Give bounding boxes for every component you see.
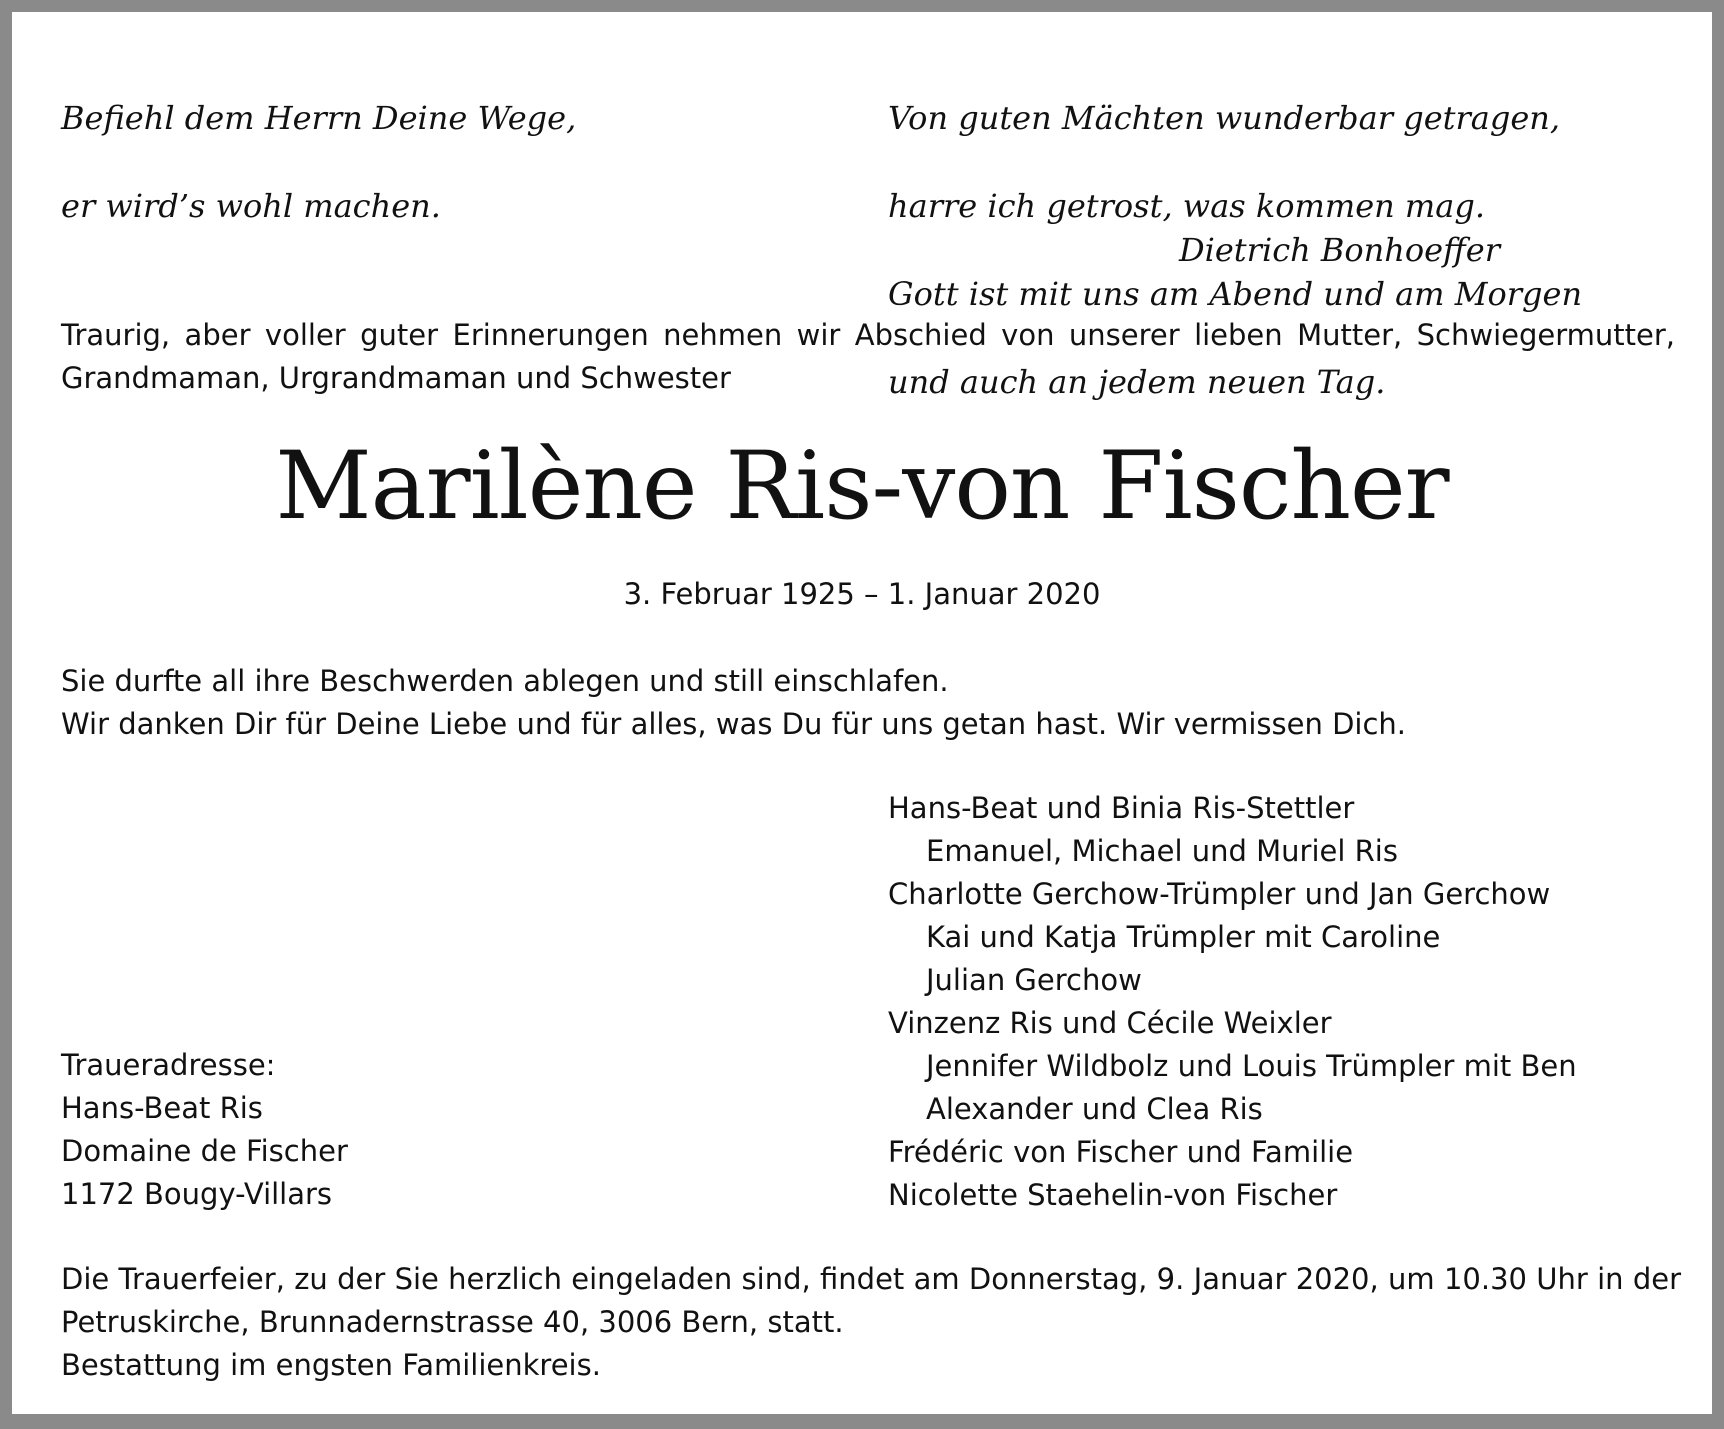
mourner-entry: Kai und Katja Trümpler mit Caroline (926, 920, 1441, 954)
mourners-list (888, 787, 1688, 1217)
verse-left-line: er wird’s wohl machen. (61, 187, 441, 225)
verse-right-line: Von guten Mächten wunderbar getragen, (888, 99, 1561, 137)
deceased-name: Marilène Ris-von Fischer (275, 432, 1449, 541)
mourner-entry: Hans-Beat und Binia Ris-Stettler (888, 791, 1355, 825)
address-label: Traueradresse: (61, 1048, 276, 1082)
verse-left (61, 52, 841, 272)
mourner-entry: Charlotte Gerchow-Trümpler und Jan Gerchow (888, 877, 1551, 911)
life-dates: 3. Februar 1925 – 1. Januar 2020 (623, 577, 1101, 611)
ceremony-info (61, 1258, 1681, 1387)
burial-note: Bestattung im engsten Familienkreis. (61, 1348, 601, 1382)
address-line: 1172 Bougy-Villars (61, 1177, 333, 1211)
obituary-page (12, 12, 1712, 1414)
mourning-address (61, 1044, 761, 1216)
verse-left-line: Befiehl dem Herrn Deine Wege, (61, 99, 577, 137)
mourner-entry: Alexander und Clea Ris (926, 1092, 1263, 1126)
mourner-entry: Frédéric von Fischer und Familie (888, 1135, 1354, 1169)
message-line: Sie durfte all ihre Beschwerden ablegen und still einschlafen. (61, 664, 949, 698)
verse-author: Dietrich Bonhoeffer (1178, 231, 1500, 269)
address-line: Domaine de Fischer (61, 1134, 348, 1168)
message-line: Wir danken Dir für Deine Liebe und für alles, was Du für uns getan hast. Wir vermissen Dich. (61, 707, 1407, 741)
address-line: Hans-Beat Ris (61, 1091, 263, 1125)
verse-right-line: Gott ist mit uns am Abend und am Morgen (888, 275, 1583, 313)
mourner-entry: Julian Gerchow (926, 963, 1142, 997)
mourner-entry: Jennifer Wildbolz und Louis Trümpler mit Ben (926, 1049, 1577, 1083)
ceremony-text: Die Trauerfeier, zu der Sie herzlich eingeladen sind, findet am Donnerstag, 9. Januar 2020, um 10.30 Uhr in der Petruskirche, Brunnadernstrasse 40, 3006 Bern, statt. (61, 1262, 1681, 1339)
verse-right-line: und auch an jedem neuen Tag. (888, 363, 1386, 401)
mourner-entry: Vinzenz Ris und Cécile Weixler (888, 1006, 1332, 1040)
farewell-message (61, 660, 1681, 746)
mourner-entry: Nicolette Staehelin-von Fischer (888, 1178, 1338, 1212)
mourner-entry: Emanuel, Michael und Muriel Ris (926, 834, 1398, 868)
verse-right-line: harre ich getrost, was kommen mag. (888, 187, 1485, 225)
intro-text: Traurig, aber voller guter Erinnerungen nehmen wir Abschied von unserer lieben Mutter, Schwiegermutter, Grandmaman, Urgrandmaman und Schwester (61, 318, 1675, 395)
